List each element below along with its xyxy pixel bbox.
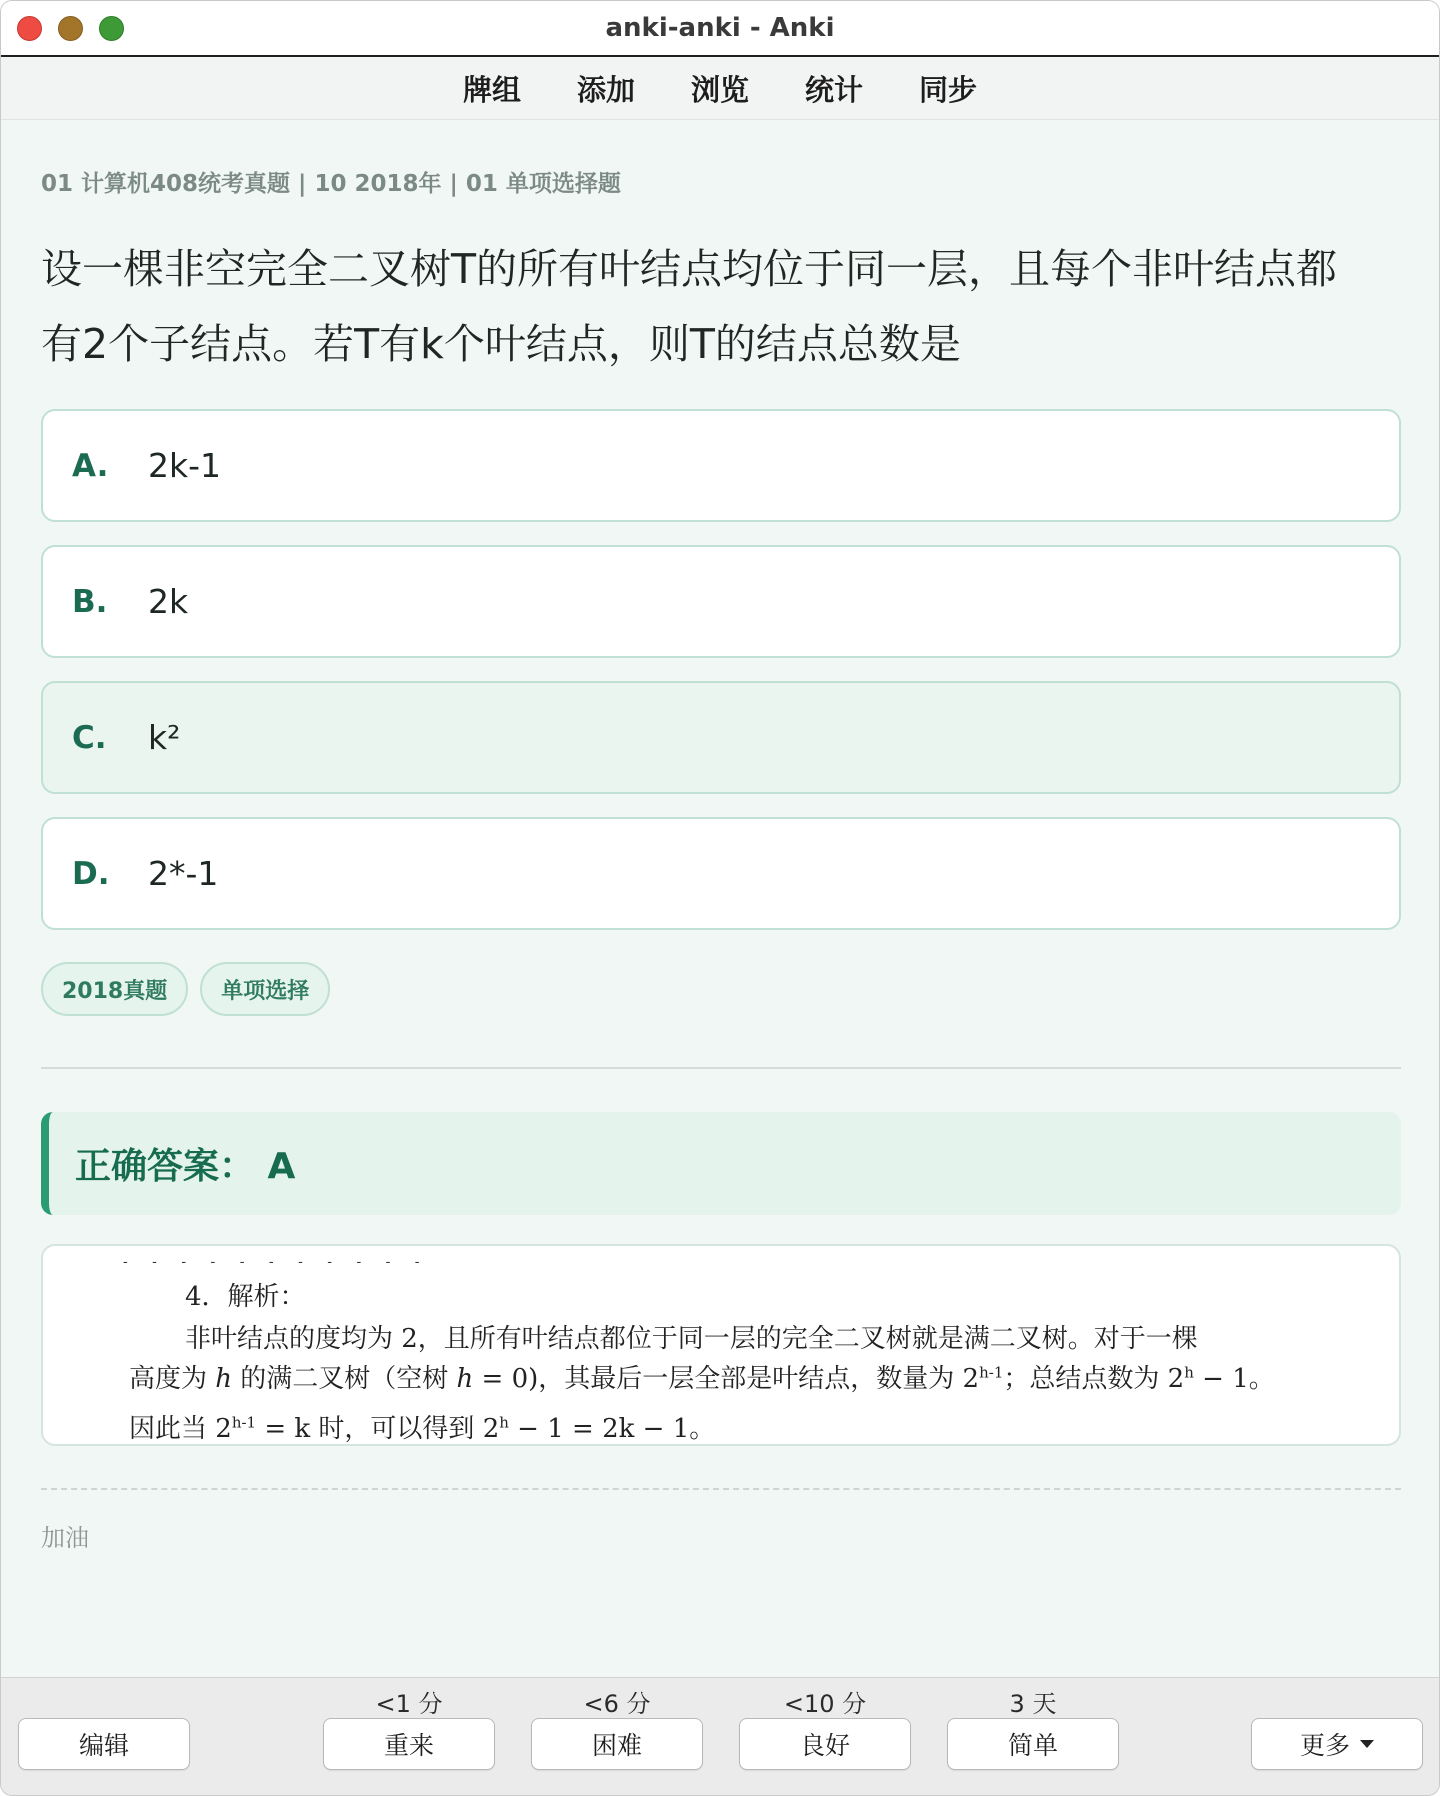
dashed-divider (41, 1488, 1401, 1490)
close-window-button[interactable] (17, 16, 42, 41)
title-bar (1, 1, 1439, 57)
explanation-line-3: 因此当 $2^{h-1} = k$ 时，可以得到 $2^h - 1 = 2k - 1$。 (129, 1413, 716, 1444)
option-letter: D. (72, 855, 110, 892)
question-line-2: 有2个子结点。若T有k个叶结点，则T的结点总数是 (41, 320, 961, 368)
option-text: k² (148, 718, 181, 757)
question-text (41, 232, 1401, 382)
nav-browse[interactable]: 浏览 (690, 73, 749, 107)
easy-button[interactable]: 简单 (947, 1718, 1119, 1770)
option-d[interactable] (41, 817, 1401, 930)
tag-chip[interactable]: 2018真题 (41, 962, 188, 1016)
interval-again: <1 分 (375, 1690, 443, 1718)
option-letter: C. (72, 719, 107, 756)
explanation-image (41, 1244, 1401, 1446)
caret-down-icon (1360, 1740, 1374, 1748)
correct-answer-banner: 正确答案： A (41, 1112, 1401, 1215)
nav-add[interactable]: 添加 (576, 73, 635, 107)
more-button[interactable] (1251, 1718, 1423, 1770)
option-a[interactable] (41, 409, 1401, 522)
footer-note: 加油 (41, 1524, 89, 1552)
option-text: 2k-1 (148, 446, 222, 485)
option-b[interactable] (41, 545, 1401, 658)
explanation-heading: 4．解析： (185, 1282, 306, 1312)
option-text: 2*-1 (148, 854, 219, 893)
interval-good: <10 分 (783, 1690, 867, 1718)
nav-sync[interactable]: 同步 (919, 73, 978, 107)
option-letter: B. (72, 583, 108, 620)
explanation-line-1: 非叶结点的度均为 2，且所有叶结点都位于同一层的完全二叉树就是满二叉树。对于一棵 (185, 1324, 1198, 1354)
nav-stats[interactable]: 统计 (805, 73, 864, 107)
cropped-text-fragment: - - - - - - - - - - - (123, 1254, 430, 1270)
nav-decks[interactable]: 牌组 (462, 73, 521, 107)
interval-easy: 3 天 (1009, 1690, 1057, 1718)
section-divider (41, 1067, 1401, 1069)
explanation-line-2: 高度为 h 的满二叉树（空树 h = 0)，其最后一层全部是叶结点，数量为 2$^{h-1}$；总结点数为 $2^h - 1$。 (129, 1363, 1275, 1394)
more-button-label: 更多 (1299, 1731, 1350, 1760)
window-title: anki-anki - Anki (605, 13, 835, 43)
review-bottom-bar (1, 1677, 1439, 1796)
window-controls (17, 16, 124, 41)
interval-hard: <6 分 (583, 1690, 651, 1718)
option-c[interactable] (41, 681, 1401, 794)
good-button[interactable]: 良好 (739, 1718, 911, 1770)
option-letter: A. (72, 447, 109, 484)
hard-button[interactable]: 困难 (531, 1718, 703, 1770)
deck-breadcrumb: 01 计算机408统考真题 | 10 2018年 | 01 单项选择题 (41, 171, 621, 197)
question-line-1: 设一棵非空完全二叉树T的所有叶结点均位于同一层，且每个非叶结点都 (41, 245, 1338, 293)
tag-chip[interactable]: 单项选择 (200, 962, 330, 1016)
zoom-window-button[interactable] (99, 16, 124, 41)
again-button[interactable]: 重来 (323, 1718, 495, 1770)
edit-button[interactable]: 编辑 (18, 1718, 190, 1770)
minimize-window-button[interactable] (58, 16, 83, 41)
top-navigation (1, 58, 1439, 120)
option-text: 2k (148, 582, 189, 621)
tag-list (41, 962, 330, 1016)
